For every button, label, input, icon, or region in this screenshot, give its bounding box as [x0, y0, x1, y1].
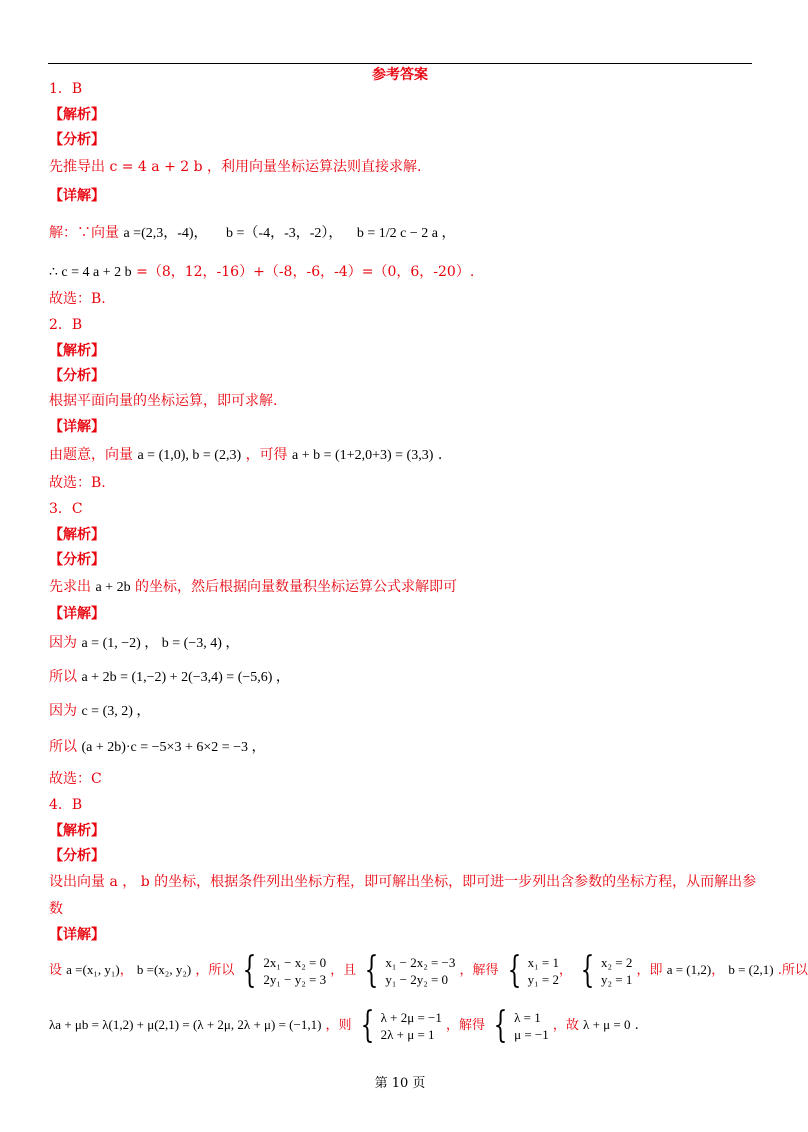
q1-jiexi-label: 【解析】: [49, 107, 105, 123]
q4-system-5: [356, 1004, 442, 1046]
q3-line2-math: a + 2b = (1,−2) + 2(−3,4) = (−5,6) ，: [81, 670, 290, 685]
q2-xiangjie-label: 【详解】: [49, 419, 105, 435]
q1-result-right: =（8，12，-16）+（-8，-6，-4）=（0，6，-20）.: [136, 264, 475, 280]
q4-xiangjie-label: 【详解】: [49, 927, 105, 943]
q3-jiexi-label: 【解析】: [49, 527, 105, 543]
q1-rel-b: b = 1/2 c − 2 a ，: [356, 226, 456, 241]
q4-analysis-line1: 设出向量 a ， b 的坐标，根据条件列出坐标方程，即可解出坐标，即可进一步列出含参数的坐标方程，从而解出参: [49, 874, 757, 890]
q4-sys1-row2: 2y₁ − y₂ = 3: [263, 971, 327, 987]
q3-line3: [49, 702, 150, 721]
q1-result-left: ∴ c = 4 a + 2 b: [49, 265, 132, 280]
brace-icon: {: [580, 949, 595, 991]
q4-jiede: ，解得: [459, 963, 499, 978]
q2-jiexi-label: 【解析】: [49, 343, 105, 359]
q4-sys3-row2: y₁ = 2: [527, 971, 559, 987]
q3-line2: [49, 668, 290, 687]
q3-number: 3．C: [49, 501, 83, 517]
q4-sys5-row1: λ + 2μ = −1: [380, 1009, 442, 1025]
q4-sys4-row2: y₂ = 1: [601, 971, 633, 987]
q4-d2-math: λa + μb = λ(1,2) + μ(2,1) = (λ + 2μ, 2λ + μ) = (−1,1): [49, 1017, 322, 1032]
q4-vec-a: a =(x₁, y₁): [66, 962, 120, 977]
q4-system-4: [576, 949, 633, 991]
q4-sys4-row1: x₂ = 2: [601, 954, 633, 970]
q4-vec-b2: b = (2,1): [728, 962, 774, 977]
q3-line1-math: a = (1, −2) ， b = (−3, 4) ，: [81, 636, 240, 651]
q4-system-6: [489, 1004, 549, 1046]
q4-number: 4．B: [49, 797, 83, 813]
q3-choice: 故选：C: [49, 771, 102, 787]
q3-analysis-math: a + 2b: [95, 580, 131, 595]
q4-jiexi-label: 【解析】: [49, 823, 105, 839]
brace-icon: {: [493, 1004, 508, 1046]
q1-vec-b: b =（-4，-3，-2），: [226, 226, 343, 241]
brace-icon: {: [365, 949, 379, 991]
q4-qie: ，且: [330, 963, 357, 978]
q4-detail-line1: 设 a =(x₁, y₁)， b =(x₂, y₂) ，所以 { 2x₁ − x₂ = 0 2y₁ − y₂ = 3 ，且 { x₁ − 2x₂ = −3 y₁ − 2y₂ = 0 ，解得 { x₁ = 1 y₁ = 2 ， { x₂ = 2 y₂ = 1 ，即 a = (1,2)， b = (2,1) .所以: [49, 949, 808, 991]
q3-line2-prefix: 所以: [49, 669, 77, 685]
q4-system-3: [503, 949, 559, 991]
q4-vec-a2: a = (1,2): [666, 962, 712, 977]
q3-analysis-prefix: 先求出: [49, 579, 91, 595]
q4-fenxi-label: 【分析】: [49, 848, 105, 864]
q3-line1: [49, 634, 239, 653]
q1-vec-a: a =(2,3，-4)，: [123, 226, 208, 241]
q4-system-2: [360, 949, 456, 991]
q4-sys2-row1: x₁ − 2x₂ = −3: [385, 954, 456, 970]
q4-gu: ，故: [552, 1018, 579, 1033]
q1-analysis: 先推导出 c = 4 a + 2 b ，利用向量坐标运算法则直接求解.: [49, 159, 422, 175]
q3-line3-prefix: 因为: [49, 703, 77, 719]
header-rule: [48, 63, 752, 64]
q3-line3-math: c = (3, 2) ，: [81, 704, 151, 719]
q4-end2: .: [634, 1018, 639, 1033]
q3-analysis-suffix: 的坐标，然后根据向量数量积坐标运算公式求解即可: [135, 579, 458, 595]
q3-xiangjie-label: 【详解】: [49, 606, 105, 622]
q4-detail-line2: [49, 1005, 639, 1046]
page-number: 第 10 页: [374, 1076, 426, 1091]
q2-detail-line: [49, 446, 442, 465]
q3-line4: [49, 738, 266, 757]
q2-detail-mid: ，可得: [245, 447, 288, 463]
q3-analysis-line: [49, 578, 457, 597]
q4-system-1: [238, 949, 327, 991]
q1-xiangjie-label: 【详解】: [49, 188, 105, 204]
q4-final: λ + μ = 0: [583, 1017, 631, 1032]
q1-detail-prefix: 解：∵向量: [49, 225, 119, 241]
q4-sys5-row2: 2λ + μ = 1: [380, 1026, 435, 1042]
page-title: 参考答案: [372, 67, 428, 83]
q2-fenxi-label: 【分析】: [49, 368, 105, 384]
q3-line4-math: (a + 2b)·c = −5×3 + 6×2 = −3 ，: [81, 740, 266, 755]
q2-number: 2．B: [49, 317, 83, 333]
q4-ji: ，即: [636, 963, 663, 978]
q3-fenxi-label: 【分析】: [49, 552, 105, 568]
q2-detail-prefix: 由题意，向量: [49, 447, 133, 463]
q3-line1-prefix: 因为: [49, 635, 77, 651]
q4-vec-b: b =(x₂, y₂): [136, 962, 192, 977]
q1-fenxi-label: 【分析】: [49, 132, 105, 148]
q3-line4-prefix: 所以: [49, 739, 77, 755]
brace-icon: {: [360, 1004, 375, 1046]
q1-detail-line: [49, 224, 455, 243]
brace-icon: {: [507, 949, 522, 991]
q2-detail-math: a = (1,0), b = (2,3): [137, 448, 242, 463]
q2-choice: 故选：B.: [49, 475, 106, 491]
q4-she: 设: [49, 963, 63, 978]
q4-analysis-line2: 数: [49, 901, 63, 917]
q2-analysis: 根据平面向量的坐标运算，即可求解.: [49, 393, 278, 409]
q2-detail-end: .: [437, 447, 443, 463]
q1-choice: 故选：B.: [49, 291, 106, 307]
q1-result-line: [49, 263, 474, 282]
q1-number: 1．B: [49, 81, 83, 97]
q4-sys6-row1: λ = 1: [514, 1009, 541, 1025]
q2-detail-math2: a + b = (1+2,0+3) = (3,3): [292, 448, 434, 463]
q4-suoyi: ，所以: [195, 963, 235, 978]
q4-sys6-row2: μ = −1: [514, 1026, 549, 1042]
q4-jiede2: ，解得: [446, 1018, 486, 1033]
brace-icon: {: [243, 949, 257, 991]
q4-ze: ，则: [325, 1018, 352, 1033]
q4-end1: .所以: [777, 963, 808, 978]
q4-sys2-row2: y₁ − 2y₂ = 0: [385, 971, 449, 987]
q4-sys3-row1: x₁ = 1: [527, 954, 559, 970]
q4-sys1-row1: 2x₁ − x₂ = 0: [263, 954, 327, 970]
